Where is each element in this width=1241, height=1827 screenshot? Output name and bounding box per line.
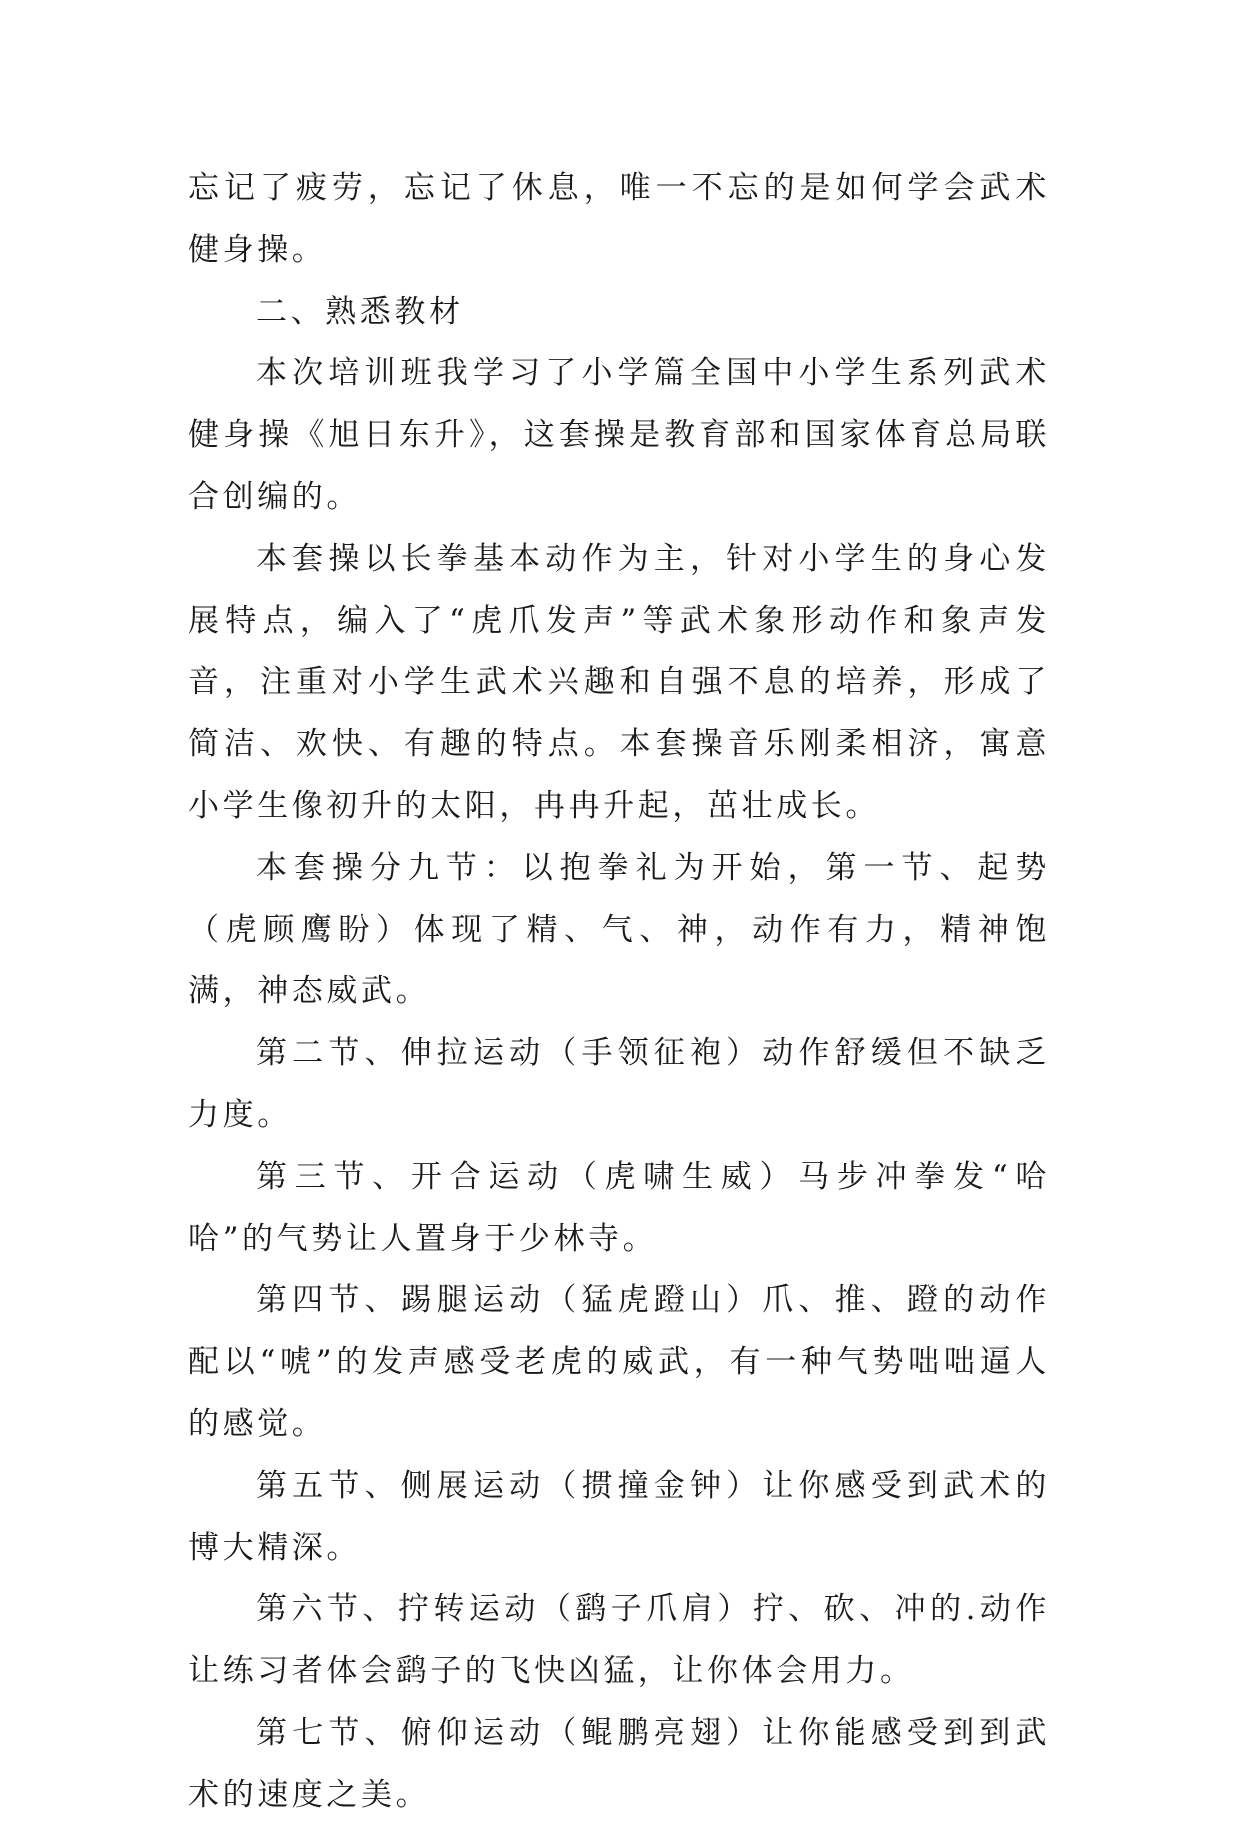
paragraph-continuation: 忘记了疲劳，忘记了休息，唯一不忘的是如何学会武术健身操。 (188, 170, 1050, 268)
paragraph-section-4: 第四节、踢腿运动（猛虎蹬山）爪、推、蹬的动作配以“唬”的发声感受老虎的威武，有一种气势咄咄逼人的感觉。 (188, 1282, 1050, 1442)
paragraph-section-3: 第三节、开合运动（虎啸生威）马步冲拳发“哈哈”的气势让人置身于少林寺。 (188, 1158, 1050, 1257)
paragraph-routine-features: 本套操以长拳基本动作为主，针对小学生的身心发展特点，编入了“虎爪发声”等武术象形动作和象声发音，注重对小学生武术兴趣和自强不息的培养，形成了简洁、欢快、有趣的特点。本套操音乐刚柔相济，寓意小学生像初升的太阳，冉冉升起，茁壮成长。 (188, 540, 1050, 824)
document-body (188, 158, 1050, 1827)
paragraph-section-6: 第六节、拧转运动（鹞子爪肩）拧、砍、冲的.动作让练习者体会鹞子的飞快凶猛，让你体会用力。 (188, 1591, 1050, 1690)
paragraph-section-2: 第二节、伸拉运动（手领征袍）动作舒缓但不缺乏力度。 (188, 1035, 1050, 1133)
paragraph-training-intro: 本次培训班我学习了小学篇全国中小学生系列武术健身操《旭日东升》，这套操是教育部和国家体育总局联合创编的。 (188, 355, 1050, 515)
section-heading: 二、熟悉教材 (256, 293, 464, 330)
paragraph-section-5: 第五节、侧展运动（掼撞金钟）让你感受到武术的博大精深。 (188, 1467, 1050, 1566)
paragraph-section-1: 本套操分九节：以抱拳礼为开始，第一节、起势（虎顾鹰盼）体现了精、气、神，动作有力，精神饱满，神态威武。 (188, 849, 1050, 1010)
paragraph-section-7: 第七节、俯仰运动（鲲鹏亮翅）让你能感受到到武术的速度之美。 (188, 1714, 1050, 1813)
